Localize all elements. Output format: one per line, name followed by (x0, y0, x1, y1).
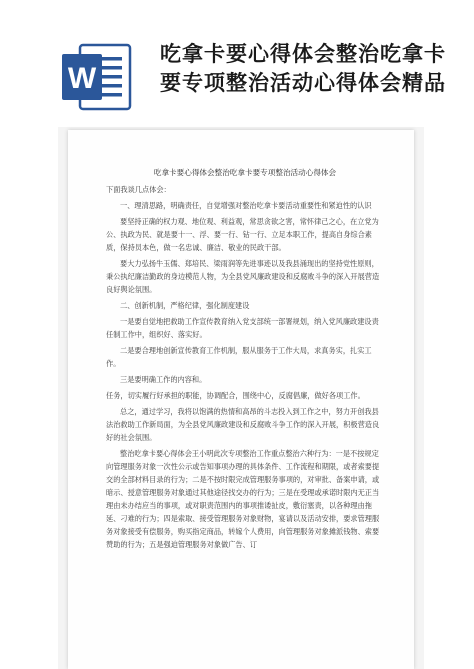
doc-paragraph: 总之，通过学习，我将以饱满的热情和高昂的斗志投入到工作之中，努力开创我县法治救助工作新局面，为全县党风廉政建设和反腐败斗争工作的深入开展，积极营造良好的社会氛围。 (106, 407, 380, 442)
word-document-icon (60, 41, 134, 112)
document-title: 吃拿卡要心得体会整治吃拿卡要专项整治活动心得体会 (153, 168, 337, 177)
preview-header (0, 0, 474, 125)
doc-paragraph: 二、创新机制，严格纪律，强化制度建设 (120, 301, 250, 310)
title-line-1: 吃拿卡要心得体会整治吃拿卡 (160, 42, 446, 66)
doc-paragraph: 下面我谈几点体会： (106, 185, 171, 194)
doc-paragraph: 二是要合理地创新宣传教育工作机制，服从服务于工作大局，求真务实，扎实工作。 (106, 346, 372, 368)
doc-paragraph: 一是要自觉地把救助工作宣传教育纳入党支部统一部署规划，纳入党风廉政建设责任制工作中，组织好、落实好。 (106, 317, 379, 339)
doc-paragraph: 要大力弘扬牛玉儒、郑培民、梁雨润等先进事迹以及我县涌现出的坚持党性原则，秉公执纪廉洁勤政的身边模范人物，为全县党风廉政建设和反腐败斗争的深入开展营造良好舆论氛围。 (106, 259, 380, 294)
word-icon-letter: W (67, 62, 97, 95)
page-title (160, 40, 460, 98)
doc-paragraph: 任务，切实履行好承担的职能，协调配合，围绕中心，反腐倡廉，做好各项工作。 (106, 391, 365, 400)
document-body (106, 166, 384, 554)
doc-paragraph: 三是要明确工作的内容和。 (120, 375, 207, 384)
doc-paragraph: 要坚持正确的权力观、地位观、利益观，常思贪欲之害，常怀律己之心，在立党为公、执政为民、就是要十一、浮、要一行、钻一行、立足本职工作，提高自身综合素质，保持员本色，做一名忠诚、廉洁、敬业的民政干部。 (106, 217, 379, 252)
document-page (68, 130, 414, 669)
doc-paragraph: 一、理清思路，明确责任，自觉增强对整治吃拿卡要活动重要性和紧迫性的认识 (120, 201, 372, 210)
title-line-2: 要专项整治活动心得体会精品 (160, 71, 446, 95)
doc-paragraph: 整治吃拿卡要心得体会王小明此次专项整治工作重点整治六种行为：一是不按规定向管理服务对象一次性公示或告知事项办理的具体条件、工作流程和期限，或者索要提交的全部材料目录的行为；二是不按时限完成管理服务事项的，对审批、备案申请，或暗示、授意管理服务对象通过其他途径找交办的行为；三是在受理或承诺时限内无正当理由未办结应当的事项，或对职责范围内的事项推诿扯皮，敷衍塞责，以各种理由拖延、刁难的行为；四是索取、接受管理服务对象财物，宴请以及活动安排，要求管理服务对象接受有偿服务，购买指定商品，转嫁个人费用，向管理服务对象摊派钱物、索要赞助的行为；五是强迫管理服务对象做广告、订 (106, 449, 380, 549)
